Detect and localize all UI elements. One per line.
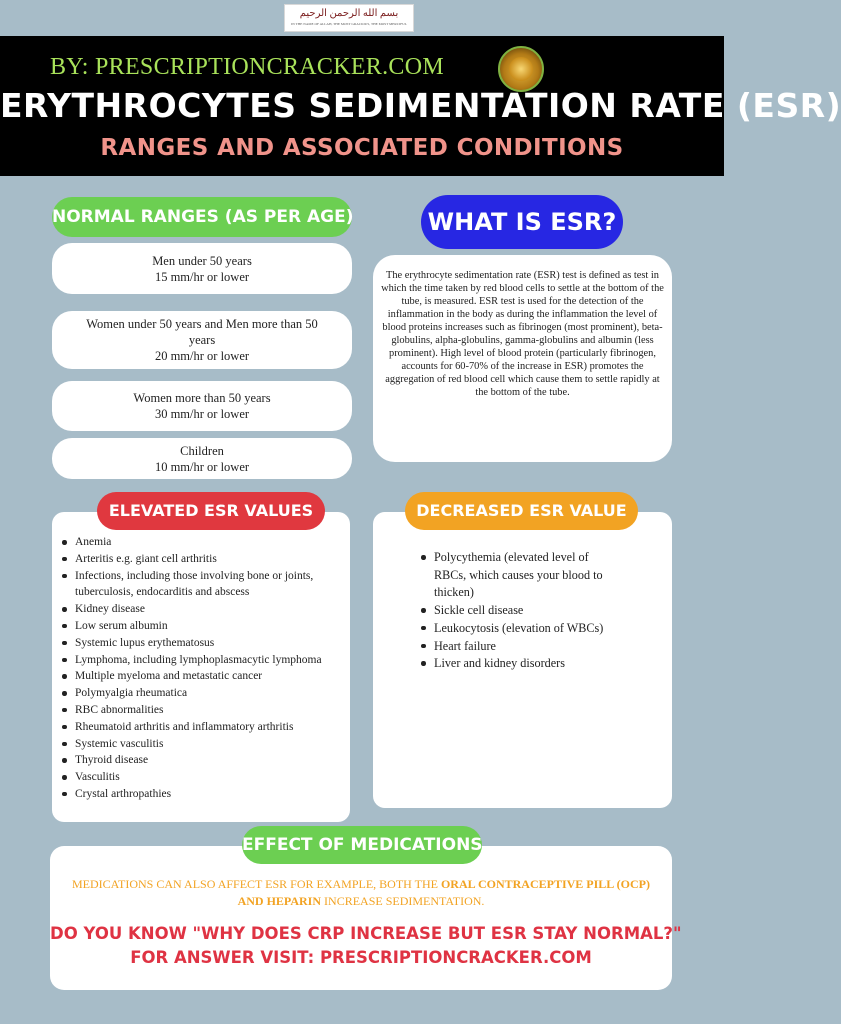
medications-text-bold: ORAL CONTRACEPTIVE PILL (OCP) AND HEPARIN (237, 877, 650, 908)
page-subtitle: RANGES AND ASSOCIATED CONDITIONS (100, 135, 624, 161)
list-item: RBC abnormalities (62, 702, 350, 719)
list-item: Infections, including those involving bone or joints, tuberculosis, endocarditis and abscess (62, 568, 350, 602)
list-item: Multiple myeloma and metastatic cancer (62, 668, 350, 685)
decreased-esr-card (373, 512, 672, 808)
question-line: DO YOU KNOW "WHY DOES CRP INCREASE BUT ESR STAY NORMAL?" (50, 924, 682, 943)
list-item: Anemia (62, 534, 350, 551)
list-item: Systemic lupus erythematosus (62, 635, 350, 652)
list-item: Arteritis e.g. giant cell arthritis (62, 551, 350, 568)
page-title: ERYTHROCYTES SEDIMENTATION RATE (ESR) (0, 86, 841, 125)
list-item: Vasculitis (62, 769, 350, 786)
did-you-know-question (50, 922, 682, 970)
answer-link-line[interactable]: FOR ANSWER VISIT: PRESCRIPTIONCRACKER.COM (130, 948, 592, 967)
range-value: 15 mm/hr or lower (154, 269, 250, 284)
list-item: Kidney disease (62, 601, 350, 618)
list-item: Polycythemia (elevated level of RBCs, which causes your blood to thicken) (421, 549, 672, 602)
what-is-esr-text: The erythrocyte sedimentation rate (ESR) test is defined as test in which the time taken by red blood cells to settle at the bottom of the tube, is measured. ESR test is used for the detection of the inflammation in the body as during the inflammation the level of blood proteins increases such as fibrinogen (most prominent), beta-globulins, alpha-globulins, gamma-globulins and albumin (less prominent). High level of blood protein (particularly fibrinogen, accounts for 60-70% of the increase in ESR) promotes the aggregation of red blood cell which cause them to settle rapidly at the bottom of the tube. (373, 255, 672, 462)
list-item: Leukocytosis (elevation of WBCs) (421, 620, 672, 638)
elevated-esr-list (62, 534, 350, 803)
normal-ranges-heading: NORMAL RANGES (AS PER AGE) (52, 197, 352, 237)
range-card-men-under-50 (52, 243, 352, 294)
bismillah-english: IN THE NAME OF ALLAH, THE MOST GRACIOUS, THE MOST MERCIFUL (291, 22, 407, 26)
list-item: Low serum albumin (62, 618, 350, 635)
what-is-esr-heading: WHAT IS ESR? (421, 195, 623, 249)
medications-heading: EFFECT OF MEDICATIONS (242, 826, 482, 864)
medications-text (60, 876, 662, 910)
range-group: Men under 50 years (152, 253, 252, 268)
list-item: Polymyalgia rheumatica (62, 685, 350, 702)
list-item: Systemic vasculitis (62, 736, 350, 753)
list-item: Rheumatoid arthritis and inflammatory arthritis (62, 719, 350, 736)
range-value: 20 mm/hr or lower (154, 349, 250, 363)
range-group: Women under 50 years and Men more than 50 years (86, 317, 318, 347)
bismillah-banner (284, 4, 414, 32)
range-value: 10 mm/hr or lower (154, 459, 250, 474)
list-item: Liver and kidney disorders (421, 655, 672, 673)
list-item: Thyroid disease (62, 752, 350, 769)
range-card-women-under-50-men-over-50 (52, 311, 352, 369)
range-card-women-over-50 (52, 381, 352, 431)
range-group: Children (180, 443, 224, 458)
list-item: Heart failure (421, 638, 672, 656)
elevated-esr-card (52, 512, 350, 822)
medications-text-part2: INCREASE SEDIMENTATION. (321, 894, 485, 908)
decreased-esr-heading: DECREASED ESR VALUE (405, 492, 638, 530)
elevated-esr-heading: ELEVATED ESR VALUES (97, 492, 325, 530)
bismillah-arabic: بسم الله الرحمن الرحيم (299, 8, 399, 19)
byline: BY: PRESCRIPTIONCRACKER.COM (50, 54, 444, 80)
range-card-children (52, 438, 352, 479)
decreased-esr-list (421, 549, 672, 673)
list-item: Lymphoma, including lymphoplasmacytic lymphoma (62, 652, 350, 669)
list-item: Crystal arthropathies (62, 786, 350, 803)
range-group: Women more than 50 years (133, 391, 271, 405)
medications-text-part1: MEDICATIONS CAN ALSO AFFECT ESR FOR EXAMPLE, BOTH THE (72, 877, 441, 891)
range-value: 30 mm/hr or lower (154, 407, 250, 421)
list-item: Sickle cell disease (421, 602, 672, 620)
